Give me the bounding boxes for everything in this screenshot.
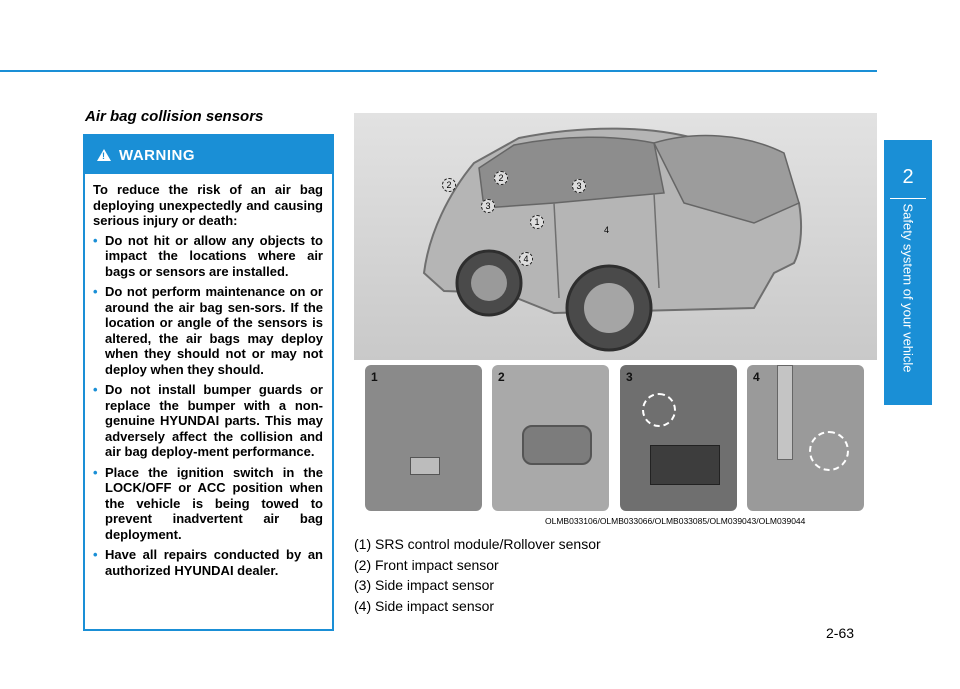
sensor-marker: 2 (442, 178, 456, 192)
caption-item: (4) Side impact sensor (354, 598, 495, 614)
warning-body (85, 174, 332, 589)
chapter-title-wrap (884, 140, 932, 405)
caption-item: (2) Front impact sensor (354, 557, 499, 573)
warning-header (85, 136, 332, 174)
door-switch-panel-shape (650, 445, 720, 485)
image-code: OLMB033106/OLMB033066/OLMB033085/OLM039043/OLM039044 (545, 516, 806, 526)
caption-item: (3) Side impact sensor (354, 577, 495, 593)
sensor-highlight-circle (809, 431, 849, 471)
thumb-number: 2 (498, 370, 505, 384)
bullet-icon: • (93, 284, 98, 299)
warning-item: • Place the ignition switch in the LOCK/OFF or ACC position when the vehicle is being towed to prevent inadvertent air bag deployment. (93, 464, 323, 542)
thumb-side-sensor-door (620, 365, 737, 511)
sensor-marker: 1 (530, 215, 544, 229)
sensor-marker: 3 (572, 179, 586, 193)
warning-list (93, 233, 323, 579)
bullet-icon: • (93, 232, 98, 248)
thumb-side-sensor-pillar (747, 365, 864, 511)
srs-module-shape (410, 457, 440, 475)
sensor-marker: 3 (481, 199, 495, 213)
header-rule (0, 70, 877, 72)
sensor-marker: 4 (519, 252, 533, 266)
page-number: 2-63 (826, 625, 855, 641)
caption-item: (1) SRS control module/Rollover sensor (354, 536, 601, 552)
car-front-grille-shape (522, 425, 592, 465)
thumb-srs-module (365, 365, 482, 511)
warning-item: • Do not hit or allow any objects to impact the locations where air bags or sensors are installed. (93, 232, 323, 279)
sensor-highlight-circle (642, 393, 676, 427)
warning-item: • Have all repairs conducted by an authorized HYUNDAI dealer. (93, 547, 323, 578)
section-title: Air bag collision sensors (85, 108, 264, 125)
thumb-number: 4 (753, 370, 760, 384)
thumb-number: 1 (371, 370, 378, 384)
warning-box (83, 134, 334, 631)
sensor-marker: 4 (604, 225, 610, 235)
warning-triangle-icon: ! (97, 149, 111, 161)
warning-item: • Do not install bumper guards or replace the bumper with a non-genuine HYUNDAI parts. This may adversely affect the collision and air bag deploy-ment performance. (93, 382, 323, 459)
seat-belt-shape (777, 365, 793, 460)
warning-item: • Do not perform maintenance on or around the air bag sen-sors. If the location or angle of the sensors is altered, the air bags may deploy when they should not or may not deploy when they should. (93, 284, 323, 377)
chapter-title: Safety system of your vehicle (900, 203, 916, 373)
warning-intro: To reduce the risk of an air bag deploying unexpectedly and causing serious injury or death: (93, 182, 323, 228)
warning-label: WARNING (119, 146, 195, 164)
chapter-number: 2 (902, 166, 914, 188)
bullet-icon: • (93, 464, 98, 480)
car-drawing (354, 113, 877, 360)
bullet-icon: • (93, 547, 98, 562)
thumb-front-sensor (492, 365, 609, 511)
sensor-marker: 2 (494, 171, 508, 185)
car-sensor-illustration (354, 113, 877, 360)
thumb-number: 3 (626, 370, 633, 384)
bullet-icon: • (93, 382, 98, 397)
